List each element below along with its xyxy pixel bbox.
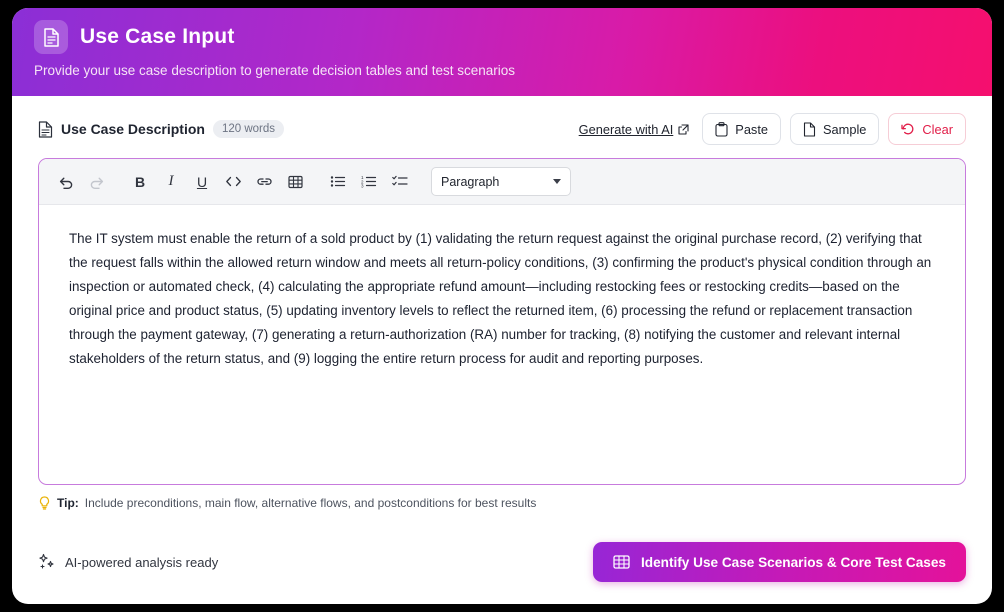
clipboard-icon (715, 122, 728, 137)
status-row (38, 553, 218, 571)
field-header-row (38, 112, 966, 146)
sample-label: Sample (823, 121, 867, 137)
document-icon (34, 20, 68, 54)
checklist-icon[interactable] (386, 168, 414, 196)
rich-text-editor (38, 158, 966, 485)
block-style-value: Paragraph (441, 174, 500, 189)
tip-label: Tip: (57, 496, 79, 510)
bullet-list-icon[interactable] (324, 168, 352, 196)
field-label: Use Case Description (61, 121, 205, 137)
sample-button[interactable] (790, 113, 879, 145)
file-icon (803, 122, 816, 137)
editor-content-area[interactable] (39, 205, 965, 484)
use-case-description-text: The IT system must enable the return of a sold product by (1) validating the return request against the original purchase record, (2) verifying that the request falls within the allowed return window and meets all return-policy conditions, (3) confirming the product's physical condition through an inspection or automated check, (4) calculating the appropriate refund amount—including restocking fees or restocking credits—based on the original price and product status, (5) updating inventory levels to reflect the returned item, (6) processing the refund or replacement transaction through the payment gateway, (7) generating a return-authorization (RA) number for tracking, (8) notifying the customer and relevant internal stakeholders of the return status, and (9) logging the entire return process for audit and reporting purposes. (69, 231, 932, 366)
field-actions (579, 113, 966, 145)
word-count-badge: 120 words (213, 120, 284, 138)
card-footer (38, 530, 966, 604)
clear-button[interactable] (888, 113, 966, 145)
bold-icon[interactable]: B (134, 173, 146, 190)
numbered-list-icon[interactable] (355, 168, 383, 196)
table-icon[interactable] (281, 168, 309, 196)
svg-text:3: 3 (361, 183, 364, 188)
chevron-down-icon (553, 179, 561, 184)
external-link-icon (678, 124, 689, 135)
clear-label: Clear (922, 121, 953, 137)
status-text: AI-powered analysis ready (65, 554, 219, 570)
tip-row (38, 496, 966, 510)
document-text-icon (38, 121, 53, 138)
table-icon (613, 554, 630, 570)
card-body (12, 96, 992, 604)
generate-with-ai-label: Generate with AI (578, 121, 674, 137)
link-icon[interactable] (250, 168, 278, 196)
italic-icon[interactable]: I (168, 173, 174, 189)
underline-icon[interactable]: U (196, 173, 208, 190)
card-header (12, 8, 992, 96)
code-icon[interactable] (219, 168, 247, 196)
lightbulb-icon (38, 496, 51, 510)
use-case-input-card (12, 8, 992, 604)
header-subtitle: Provide your use case description to generate decision tables and test scenarios (34, 63, 516, 78)
identify-scenarios-button[interactable] (593, 542, 966, 582)
field-label-group (38, 120, 284, 138)
svg-text:2: 2 (361, 179, 364, 185)
header-row (34, 20, 970, 54)
sparkles-icon (38, 553, 56, 571)
identify-scenarios-label: Identify Use Case Scenarios & Core Test Cases (641, 554, 946, 570)
redo-icon[interactable] (83, 168, 111, 196)
generate-with-ai-link[interactable] (579, 122, 690, 137)
editor-toolbar (39, 159, 965, 205)
block-style-select[interactable] (431, 167, 571, 196)
reset-icon (901, 122, 915, 136)
tip-text: Include preconditions, main flow, alternative flows, and postconditions for best results (84, 496, 537, 510)
paste-button[interactable] (702, 113, 781, 145)
undo-icon[interactable] (52, 168, 80, 196)
paste-label: Paste (735, 121, 769, 137)
page-title: Use Case Input (80, 25, 235, 48)
svg-text:1: 1 (361, 175, 364, 180)
